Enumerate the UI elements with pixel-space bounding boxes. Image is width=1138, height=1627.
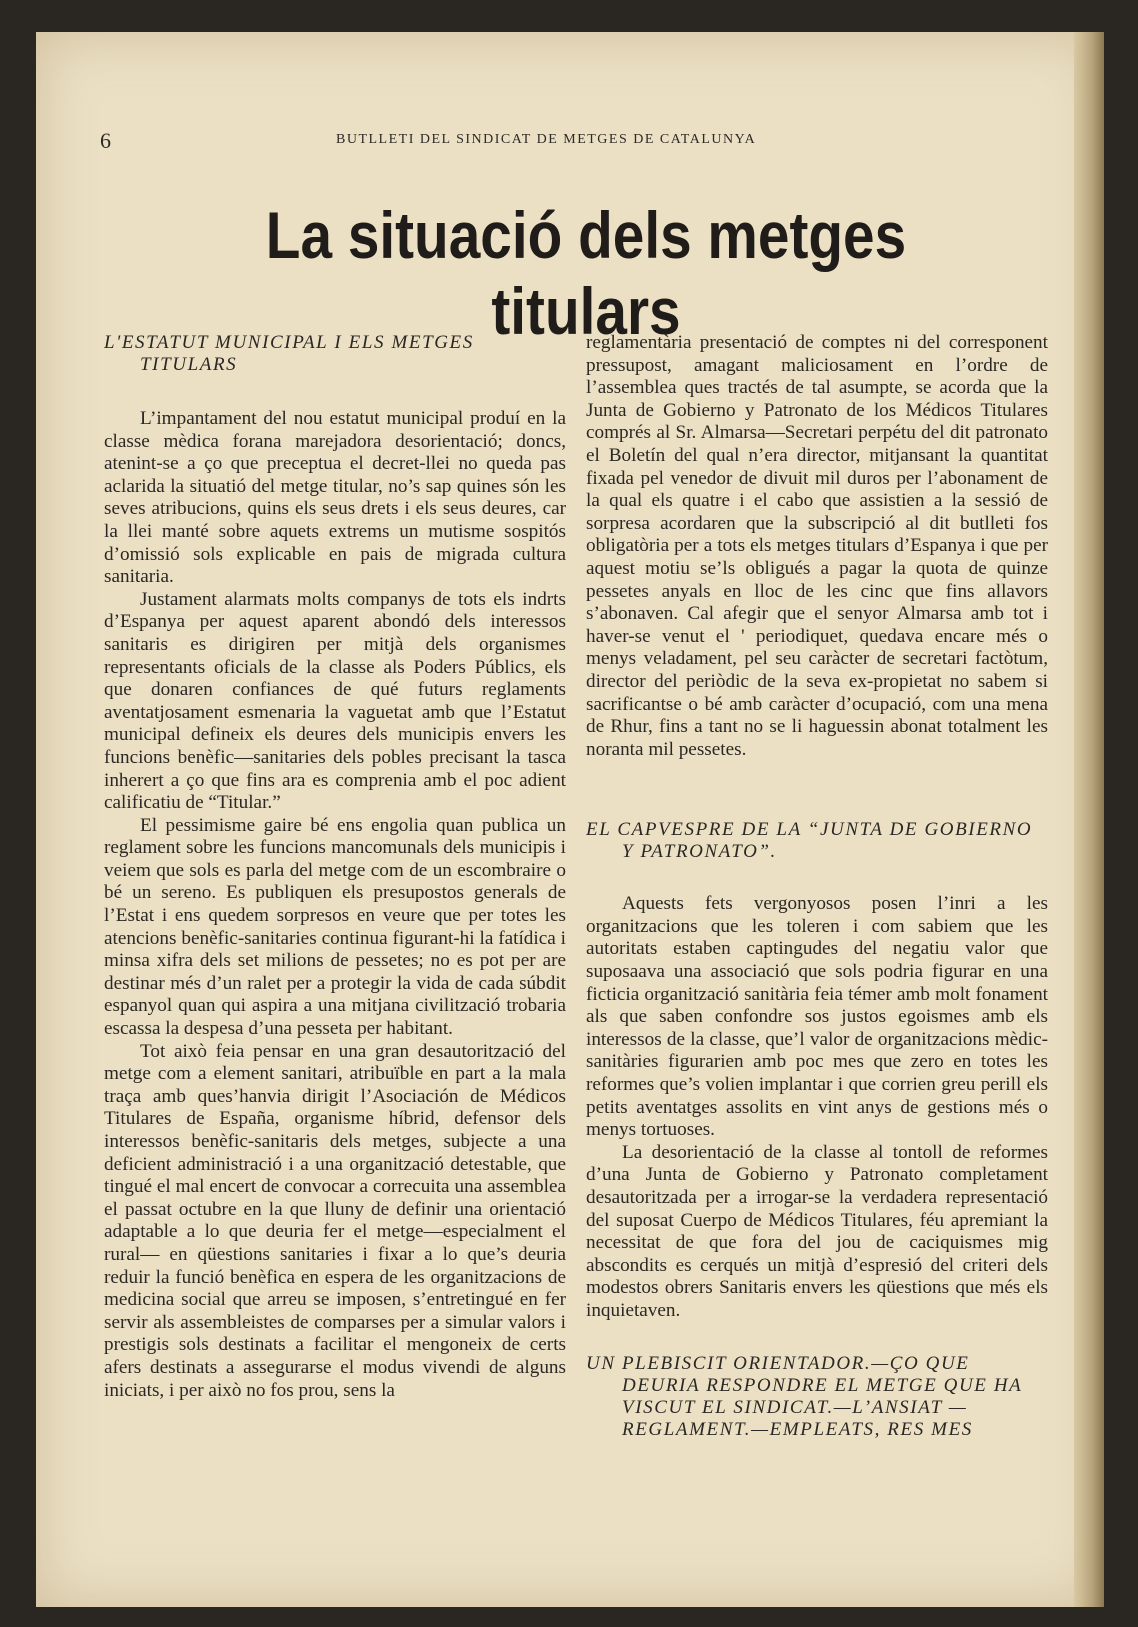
paragraph: La desorientació de la classe al tontoll de reformes d’una Junta de Gobierno y Patronato completament desautoritzada per a irrogar-se la verdadera representació del suposat Cuerpo de Médicos Titulares, féu apremiant la necessitat de que fora del jou de caciquismes mig abscondits es cerqués un mitjà d’espresió del criteri dels modestos obrers Sanitaris envers les qüestions que més els inquietaven. — [586, 1141, 1048, 1321]
continued-paragraph: reglamentària presentació de comptes ni del corresponent pressupost, amagant maliciosament en l’ordre de l’assemblea ques tractés de tal asumpte, se acorda que la Junta de Gobierno y Patronato de los Médicos Titulares comprés al Sr. Almarsa—Secretari perpétu del dit patronato el Boletín del qual n’era director, mitjansant la quantitat fixada pel venedor de divuit mil duros per l’abonament de la qual els quatre i el cabo que assistien a la sessió de sorpresa acordaren que la subscripció al dit butlleti fos obligatòria per a tots els metges titulars d’Espanya i que per aquest motiu se’ls obligués a pagar la quota de quinze pessetes anyals en lloc de les cinc que fins allavors s’abonaven. Cal afegir que el senyor Almarsa amb tot i haver-se venut el ' periodiquet, quedava encare més o menys veladament, pel seu caràcter de secretari factòtum, director del periòdic de la seva ex-propietat no sabem si sacrificantse o bé amb caràcter d’ocupació, com una mena de Rhur, fins a tant no se li haguessin abonat totalment les noranta mil pessetes. — [586, 332, 1048, 760]
article-title: La situació dels metges titulars — [265, 198, 907, 348]
paragraph: Justament alarmats molts companys de tots els indrts d’Espanya per aquest aparent abondó dels interessos sanitaris es dirigiren per mitjà dels organismes representants oficials de la classe als Poders Públics, els que donaren confiances de qué futurs reglaments aventatjosament esmenaria la vaguetat amb que l’Estatut municipal defineix els deures dels municipis envers les funcions benèfic—sanitaries dels pobles precisant la tasca inherert a ço que fins ara es comprenia amb el poc adient calificatiu de “Titular.” — [104, 588, 566, 814]
paragraph: Tot això feia pensar en una gran desautorització del metge com a element sanitari, atribuïble en part a la mala traça amb ques’hanvia dirigit l’Asociación de Médicos Titulares de España, organisme híbrid, defensor dels interessos benèfic-sanitaris dels metges, subjecte a una deficient administració i a una organització detestable, que tingué el mal encert de convocar a correcuita una assemblea el passat octubre en la que lluny de definir una orientació adaptable a lo que deuria fer el metge—especialment el rural— en qüestions sanitaries i fixar a lo que’s deuria reduir la funció benèfica en espera de les organitzacions de medicina social que arreu se imposen, s’entretingué en fer servir als assembleistes de comparses per a simular valors i prestigis sols destinats a facilitar el mengoneix de certs afers destinats a assegurarse el modus vivendi de alguns iniciats, i per això no fos prou, sens la — [104, 1040, 566, 1401]
left-column — [104, 332, 566, 1552]
section-heading-plebiscit: UN PLEBISCIT ORIENTADOR.—ÇO QUE DEURIA RESPONDRE EL METGE QUE HA VISCUT EL SINDICAT.—L’ANSIAT —REGLAMENT.—EMPLEATS, RES MES — [586, 1352, 1023, 1440]
right-column — [586, 332, 1048, 1552]
page-number: 6 — [100, 128, 111, 153]
book-page — [36, 32, 1104, 1607]
running-header: BUTLLETI DEL SINDICAT DE METGES DE CATALUNYA — [336, 132, 757, 147]
book-spine — [1074, 32, 1104, 1607]
section-heading-estatut: L'ESTATUT MUNICIPAL I ELS METGES TITULARS — [104, 332, 474, 375]
paragraph: Aquests fets vergonyosos posen l’inri a les organitzacions que les toleren i com sabiem que les autoritats estaben captingudes del negatiu valor que suposaava una associació que sols podria figurar en una ficticia organització sanitària feia témer amb molt fonament als que saben confondre sos justos egoismes amb els interessos de la classe, que’l valor de organitzacions mèdic-sanitàries figurarien amb poc mes que zero en totes les reformes que’s volien implantar i que corrien greu perill els petits aventatges assolits en vint anys de gestions més o menys tortuoses. — [586, 893, 1048, 1141]
section-heading-capvespre: EL CAPVESPRE DE LA “JUNTA DE GOBIERNO Y PATRONATO”. — [586, 819, 1033, 863]
paragraph: El pessimisme gaire bé ens engolia quan publica un reglament sobre les funcions mancomunals dels municipis i veiem que sols es parla del metge com de un escombraire o bé un sereno. Es publiquen els presupostos generals de l’Estat i ens quedem sorpresos en veure que per totes les atencions benèfic-sanitaries continua figurant-hi la fatídica i minsa xifra dels set milions de pessetes; no es pot per are destinar més d’un ralet per a protegir la vida de cada súbdit espanyol quan qui aspira a una mitjana civilització trobaria escassa la despesa d’una pesseta per habitant. — [104, 814, 566, 1040]
paragraph: L’impantament del nou estatut municipal produí en la classe mèdica forana marejadora desorientació; doncs, atenint-se a ço que preceptua el decret-llei no queda pas aclarida la situatió del metge titular, no’s sap quines són les seves atribucions, quins els seus drets i els seus deures, car la llei manté sobre aquets extrems un mutisme sospitós d’omissió sols explicable en pais de migrada cultura sanitaria. — [104, 408, 566, 588]
